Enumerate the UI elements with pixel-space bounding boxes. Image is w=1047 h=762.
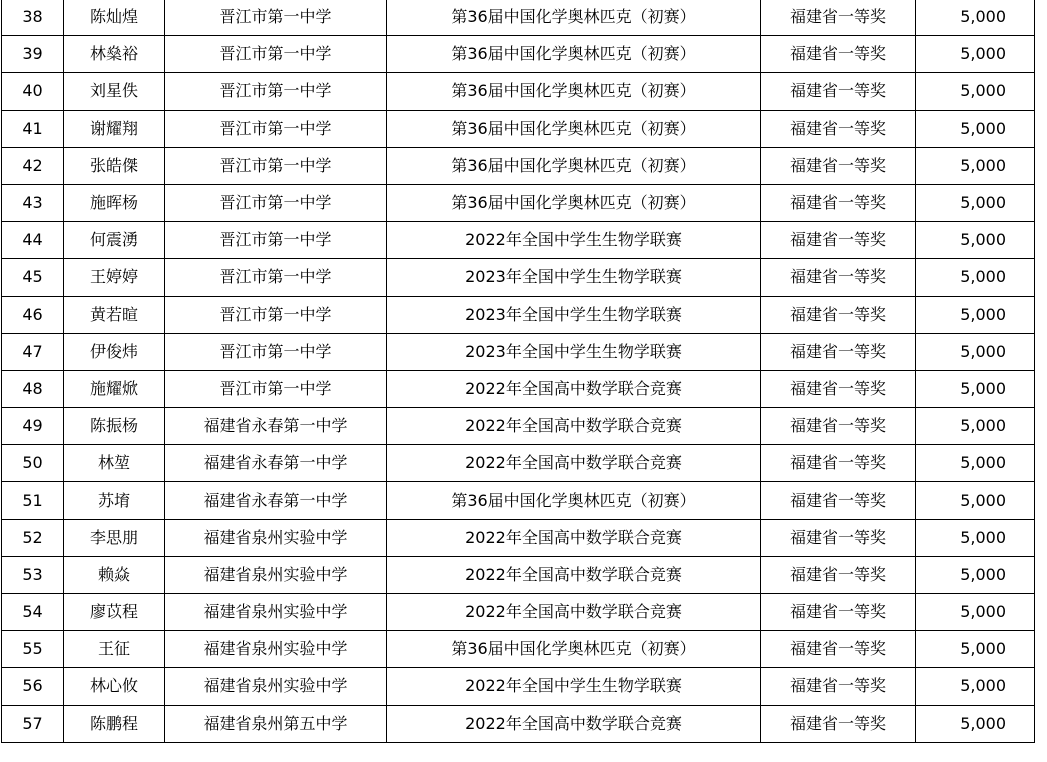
award-level-cell: 福建省一等奖 (761, 147, 916, 184)
student-name-cell: 何震湧 (64, 222, 165, 259)
contest-cell: 第36届中国化学奥林匹克（初赛） (387, 631, 761, 668)
award-table-body (2, 0, 1035, 742)
contest-cell: 2022年全国高中数学联合竞赛 (387, 370, 761, 407)
student-name-cell: 施晖杨 (64, 184, 165, 221)
school-cell: 晋江市第一中学 (165, 184, 387, 221)
table-row (2, 408, 1035, 445)
amount-cell: 5,000 (916, 668, 1035, 705)
table-row (2, 110, 1035, 147)
amount-cell: 5,000 (916, 705, 1035, 742)
table-row (2, 594, 1035, 631)
school-cell: 晋江市第一中学 (165, 147, 387, 184)
contest-cell: 2022年全国高中数学联合竞赛 (387, 408, 761, 445)
school-cell: 晋江市第一中学 (165, 259, 387, 296)
table-row (2, 222, 1035, 259)
row-number-cell: 53 (2, 556, 64, 593)
row-number-cell: 44 (2, 222, 64, 259)
amount-cell: 5,000 (916, 73, 1035, 110)
school-cell: 晋江市第一中学 (165, 36, 387, 73)
contest-cell: 2022年全国中学生生物学联赛 (387, 222, 761, 259)
table-row (2, 333, 1035, 370)
award-level-cell: 福建省一等奖 (761, 445, 916, 482)
table-row (2, 0, 1035, 36)
contest-cell: 第36届中国化学奥林匹克（初赛） (387, 482, 761, 519)
school-cell: 福建省泉州实验中学 (165, 556, 387, 593)
contest-cell: 2022年全国高中数学联合竞赛 (387, 519, 761, 556)
amount-cell: 5,000 (916, 36, 1035, 73)
student-name-cell: 林堃 (64, 445, 165, 482)
row-number-cell: 52 (2, 519, 64, 556)
award-level-cell: 福建省一等奖 (761, 705, 916, 742)
table-row (2, 296, 1035, 333)
student-name-cell: 林燊裕 (64, 36, 165, 73)
school-cell: 福建省永春第一中学 (165, 408, 387, 445)
amount-cell: 5,000 (916, 0, 1035, 36)
row-number-cell: 56 (2, 668, 64, 705)
table-row (2, 445, 1035, 482)
school-cell: 晋江市第一中学 (165, 333, 387, 370)
student-name-cell: 李思朋 (64, 519, 165, 556)
amount-cell: 5,000 (916, 147, 1035, 184)
student-name-cell: 谢耀翔 (64, 110, 165, 147)
award-level-cell: 福建省一等奖 (761, 631, 916, 668)
amount-cell: 5,000 (916, 222, 1035, 259)
contest-cell: 2023年全国中学生生物学联赛 (387, 259, 761, 296)
amount-cell: 5,000 (916, 519, 1035, 556)
table-row (2, 668, 1035, 705)
award-level-cell: 福建省一等奖 (761, 668, 916, 705)
award-level-cell: 福建省一等奖 (761, 333, 916, 370)
amount-cell: 5,000 (916, 445, 1035, 482)
school-cell: 福建省永春第一中学 (165, 445, 387, 482)
school-cell: 福建省泉州实验中学 (165, 519, 387, 556)
row-number-cell: 55 (2, 631, 64, 668)
row-number-cell: 45 (2, 259, 64, 296)
row-number-cell: 43 (2, 184, 64, 221)
amount-cell: 5,000 (916, 594, 1035, 631)
amount-cell: 5,000 (916, 631, 1035, 668)
contest-cell: 2022年全国中学生生物学联赛 (387, 668, 761, 705)
contest-cell: 2022年全国高中数学联合竞赛 (387, 594, 761, 631)
award-level-cell: 福建省一等奖 (761, 222, 916, 259)
contest-cell: 第36届中国化学奥林匹克（初赛） (387, 73, 761, 110)
row-number-cell: 50 (2, 445, 64, 482)
student-name-cell: 黄若暄 (64, 296, 165, 333)
table-row (2, 556, 1035, 593)
school-cell: 福建省泉州实验中学 (165, 668, 387, 705)
amount-cell: 5,000 (916, 110, 1035, 147)
award-level-cell: 福建省一等奖 (761, 110, 916, 147)
student-name-cell: 林心攸 (64, 668, 165, 705)
student-name-cell: 张皓傑 (64, 147, 165, 184)
contest-cell: 第36届中国化学奥林匹克（初赛） (387, 110, 761, 147)
student-name-cell: 陈鹏程 (64, 705, 165, 742)
award-table (1, 0, 1035, 743)
table-row (2, 147, 1035, 184)
amount-cell: 5,000 (916, 333, 1035, 370)
student-name-cell: 赖焱 (64, 556, 165, 593)
amount-cell: 5,000 (916, 482, 1035, 519)
amount-cell: 5,000 (916, 370, 1035, 407)
student-name-cell: 施耀焮 (64, 370, 165, 407)
table-row (2, 36, 1035, 73)
amount-cell: 5,000 (916, 296, 1035, 333)
award-level-cell: 福建省一等奖 (761, 184, 916, 221)
table-row (2, 370, 1035, 407)
school-cell: 福建省泉州第五中学 (165, 705, 387, 742)
row-number-cell: 47 (2, 333, 64, 370)
table-row (2, 259, 1035, 296)
student-name-cell: 廖苡程 (64, 594, 165, 631)
contest-cell: 2022年全国高中数学联合竞赛 (387, 705, 761, 742)
student-name-cell: 陈灿煌 (64, 0, 165, 36)
contest-cell: 第36届中国化学奥林匹克（初赛） (387, 36, 761, 73)
contest-cell: 2022年全国高中数学联合竞赛 (387, 445, 761, 482)
table-row (2, 631, 1035, 668)
student-name-cell: 伊俊炜 (64, 333, 165, 370)
amount-cell: 5,000 (916, 184, 1035, 221)
table-row (2, 73, 1035, 110)
contest-cell: 2023年全国中学生生物学联赛 (387, 296, 761, 333)
row-number-cell: 49 (2, 408, 64, 445)
school-cell: 福建省泉州实验中学 (165, 594, 387, 631)
school-cell: 晋江市第一中学 (165, 370, 387, 407)
student-name-cell: 王婷婷 (64, 259, 165, 296)
row-number-cell: 42 (2, 147, 64, 184)
contest-cell: 第36届中国化学奥林匹克（初赛） (387, 0, 761, 36)
table-row (2, 482, 1035, 519)
award-level-cell: 福建省一等奖 (761, 370, 916, 407)
row-number-cell: 51 (2, 482, 64, 519)
student-name-cell: 苏堉 (64, 482, 165, 519)
table-row (2, 705, 1035, 742)
row-number-cell: 46 (2, 296, 64, 333)
award-level-cell: 福建省一等奖 (761, 73, 916, 110)
row-number-cell: 48 (2, 370, 64, 407)
school-cell: 晋江市第一中学 (165, 0, 387, 36)
school-cell: 晋江市第一中学 (165, 296, 387, 333)
student-name-cell: 刘星佚 (64, 73, 165, 110)
row-number-cell: 39 (2, 36, 64, 73)
school-cell: 福建省泉州实验中学 (165, 631, 387, 668)
contest-cell: 2022年全国高中数学联合竞赛 (387, 556, 761, 593)
award-level-cell: 福建省一等奖 (761, 0, 916, 36)
contest-cell: 第36届中国化学奥林匹克（初赛） (387, 184, 761, 221)
award-level-cell: 福建省一等奖 (761, 36, 916, 73)
row-number-cell: 41 (2, 110, 64, 147)
row-number-cell: 57 (2, 705, 64, 742)
award-level-cell: 福建省一等奖 (761, 519, 916, 556)
amount-cell: 5,000 (916, 259, 1035, 296)
table-row (2, 519, 1035, 556)
award-level-cell: 福建省一等奖 (761, 296, 916, 333)
amount-cell: 5,000 (916, 556, 1035, 593)
contest-cell: 2023年全国中学生生物学联赛 (387, 333, 761, 370)
school-cell: 晋江市第一中学 (165, 222, 387, 259)
school-cell: 晋江市第一中学 (165, 110, 387, 147)
school-cell: 晋江市第一中学 (165, 73, 387, 110)
row-number-cell: 40 (2, 73, 64, 110)
row-number-cell: 54 (2, 594, 64, 631)
table-row (2, 184, 1035, 221)
award-level-cell: 福建省一等奖 (761, 408, 916, 445)
row-number-cell: 38 (2, 0, 64, 36)
award-level-cell: 福建省一等奖 (761, 556, 916, 593)
amount-cell: 5,000 (916, 408, 1035, 445)
student-name-cell: 陈振杨 (64, 408, 165, 445)
award-level-cell: 福建省一等奖 (761, 259, 916, 296)
contest-cell: 第36届中国化学奥林匹克（初赛） (387, 147, 761, 184)
award-level-cell: 福建省一等奖 (761, 594, 916, 631)
award-level-cell: 福建省一等奖 (761, 482, 916, 519)
student-name-cell: 王征 (64, 631, 165, 668)
school-cell: 福建省永春第一中学 (165, 482, 387, 519)
